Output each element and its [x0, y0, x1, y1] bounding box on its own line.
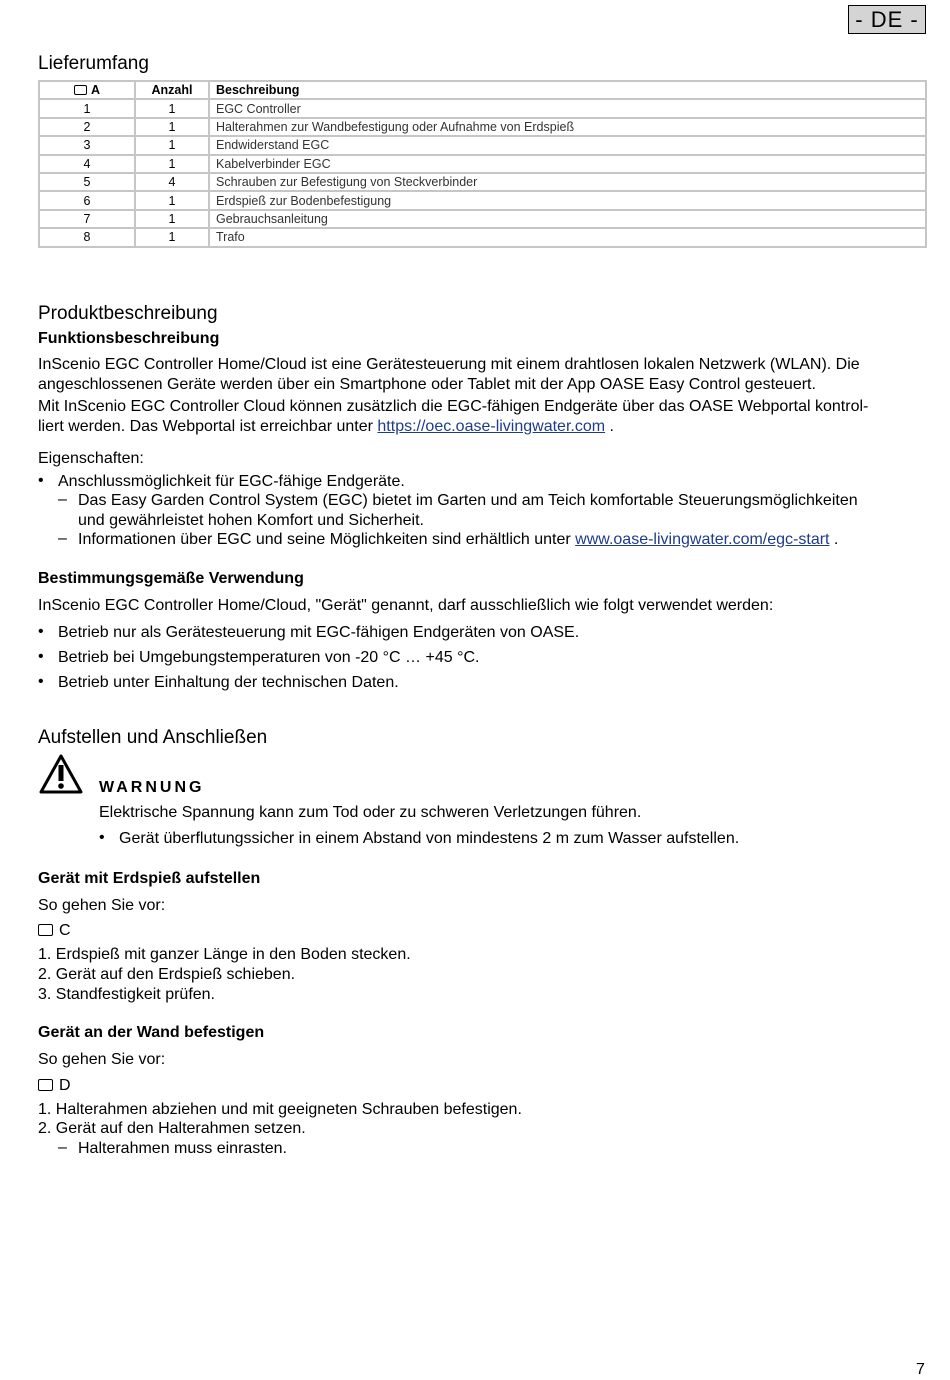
function-subtitle: Funktionsbeschreibung — [38, 330, 220, 347]
cell-figure-position: 6 — [39, 191, 135, 209]
cell-description: Gebrauchsanleitung — [209, 210, 926, 228]
cell-quantity: 1 — [135, 210, 209, 228]
col-header-figure: A — [39, 81, 135, 99]
cell-quantity: 4 — [135, 173, 209, 191]
bullet-icon: • — [38, 673, 44, 690]
scope-table — [38, 80, 927, 248]
usage-title: Bestimmungsgemäße Verwendung — [38, 570, 304, 587]
cell-figure-position: 7 — [39, 210, 135, 228]
cell-description: Trafo — [209, 228, 926, 246]
cell-quantity: 1 — [135, 118, 209, 136]
webportal-link[interactable]: https://oec.oase-livingwater.com — [377, 418, 606, 435]
cell-description: Kabelverbinder EGC — [209, 155, 926, 173]
cell-figure-position: 8 — [39, 228, 135, 246]
function-text-line: angeschlossenen Geräte werden über ein Smartphone oder Tablet mit der App OASE Easy Control gesteuert. — [38, 376, 816, 393]
property-item: Anschlussmöglichkeit für EGC-fähige Endgeräte. — [58, 473, 405, 490]
table-row — [39, 210, 926, 228]
usage-item: Betrieb bei Umgebungstemperaturen von -20 °C … +45 °C. — [58, 649, 480, 666]
usage-intro: InScenio EGC Controller Home/Cloud, "Gerät" genannt, darf ausschließlich wie folgt verwendet werden: — [38, 597, 774, 614]
cell-quantity: 1 — [135, 155, 209, 173]
cell-figure-position: 1 — [39, 99, 135, 117]
cell-figure-position: 4 — [39, 155, 135, 173]
wall-intro: So gehen Sie vor: — [38, 1051, 166, 1068]
table-row — [39, 99, 926, 117]
warning-title: WARNUNG — [99, 779, 205, 796]
col-header-description: Beschreibung — [209, 81, 926, 99]
table-header-row — [39, 81, 926, 99]
cell-quantity: 1 — [135, 191, 209, 209]
property-subitem: Informationen über EGC und seine Möglichkeiten sind erhältlich unter www.oase-livingwater.com/egc-start . — [78, 531, 839, 548]
property-subitem-line: Das Easy Garden Control System (EGC) bietet im Garten und am Teich komfortable Steuerungsmöglichkeiten — [78, 492, 858, 509]
property-subitem-line: und gewährleistet hohen Komfort und Sicherheit. — [78, 512, 424, 529]
bullet-icon: • — [38, 648, 44, 665]
cell-description: EGC Controller — [209, 99, 926, 117]
cell-figure-position: 2 — [39, 118, 135, 136]
warning-text: Elektrische Spannung kann zum Tod oder zu schweren Verletzungen führen. — [99, 804, 642, 821]
webportal-text-line: liert werden. Das Webportal ist erreichbar unter https://oec.oase-livingwater.com . — [38, 418, 614, 435]
language-tag: - DE - — [848, 5, 926, 34]
wall-substep: Halterahmen muss einrasten. — [78, 1140, 287, 1157]
bullet-icon: • — [38, 623, 44, 640]
dash-icon: – — [58, 530, 67, 547]
wall-figure-ref: D — [38, 1076, 71, 1096]
usage-item: Betrieb unter Einhaltung der technischen Daten. — [58, 674, 399, 691]
cell-description: Schrauben zur Befestigung von Steckverbinder — [209, 173, 926, 191]
table-row — [39, 173, 926, 191]
cell-description: Erdspieß zur Bodenbefestigung — [209, 191, 926, 209]
setup-title: Aufstellen und Anschließen — [38, 727, 268, 748]
table-row — [39, 191, 926, 209]
spike-step: 1. Erdspieß mit ganzer Länge in den Boden stecken. — [38, 946, 411, 963]
webportal-text-line: Mit InScenio EGC Controller Cloud können zusätzlich die EGC-fähigen Endgeräte über das OASE Webportal kontrol- — [38, 398, 869, 415]
cell-figure-position: 5 — [39, 173, 135, 191]
table-row — [39, 155, 926, 173]
cell-description: Halterahmen zur Wandbefestigung oder Aufnahme von Erdspieß — [209, 118, 926, 136]
table-row — [39, 136, 926, 154]
col-header-quantity: Anzahl — [135, 81, 209, 99]
scope-title: Lieferumfang — [38, 53, 149, 74]
spike-title: Gerät mit Erdspieß aufstellen — [38, 870, 261, 887]
cell-quantity: 1 — [135, 228, 209, 246]
dash-icon: – — [58, 491, 67, 508]
spike-step: 3. Standfestigkeit prüfen. — [38, 986, 215, 1003]
properties-label: Eigenschaften: — [38, 450, 144, 467]
warning-item: Gerät überflutungssicher in einem Abstand von mindestens 2 m zum Wasser aufstellen. — [119, 830, 740, 847]
dash-icon: – — [58, 1139, 67, 1156]
figure-icon — [38, 1079, 53, 1091]
figure-icon — [38, 924, 53, 936]
cell-description: Endwiderstand EGC — [209, 136, 926, 154]
spike-step: 2. Gerät auf den Erdspieß schieben. — [38, 966, 296, 983]
bullet-icon: • — [99, 829, 105, 846]
page-number: 7 — [916, 1361, 925, 1378]
usage-item: Betrieb nur als Gerätesteuerung mit EGC-fähigen Endgeräten von OASE. — [58, 624, 580, 641]
spike-figure-ref: C — [38, 921, 71, 941]
function-text-line: InScenio EGC Controller Home/Cloud ist eine Gerätesteuerung mit einem drahtlosen lokalen Netzwerk (WLAN). Die — [38, 356, 860, 373]
warning-icon — [38, 753, 84, 795]
table-row — [39, 228, 926, 246]
wall-title: Gerät an der Wand befestigen — [38, 1024, 265, 1041]
cell-quantity: 1 — [135, 99, 209, 117]
product-title: Produktbeschreibung — [38, 303, 218, 324]
table-row — [39, 118, 926, 136]
wall-step: 1. Halterahmen abziehen und mit geeigneten Schrauben befestigen. — [38, 1101, 522, 1118]
egc-start-link[interactable]: www.oase-livingwater.com/egc-start — [575, 531, 830, 548]
figure-icon — [74, 85, 87, 95]
cell-quantity: 1 — [135, 136, 209, 154]
cell-figure-position: 3 — [39, 136, 135, 154]
wall-step: 2. Gerät auf den Halterahmen setzen. — [38, 1120, 306, 1137]
bullet-icon: • — [38, 472, 44, 489]
spike-intro: So gehen Sie vor: — [38, 897, 166, 914]
